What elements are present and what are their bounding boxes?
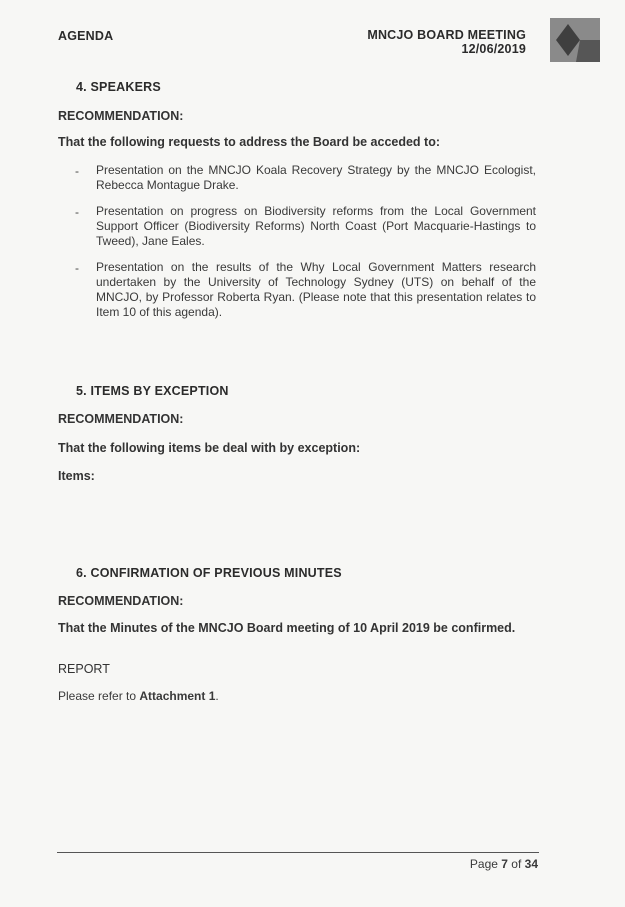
recommendation-label: RECOMMENDATION: bbox=[58, 109, 184, 123]
page-mid: of bbox=[507, 857, 525, 871]
refer-line bbox=[58, 689, 219, 703]
exception-intro: That the following items be deal with by exception: bbox=[58, 441, 361, 455]
minutes-text: That the Minutes of the MNCJO Board meeting of 10 April 2019 be confirmed. bbox=[58, 621, 516, 635]
bullet-dash: - bbox=[75, 164, 79, 178]
items-label: Items: bbox=[58, 469, 95, 483]
page-current: 7 bbox=[501, 857, 508, 871]
header-title: MNCJO BOARD MEETING bbox=[367, 28, 526, 42]
speakers-intro: That the following requests to address the Board be acceded to: bbox=[58, 135, 441, 149]
refer-prefix: Please refer to bbox=[58, 689, 140, 703]
page-prefix: Page bbox=[469, 857, 502, 871]
bullet-dash: - bbox=[75, 261, 79, 275]
recommendation-label: RECOMMENDATION: bbox=[58, 594, 184, 608]
header-agenda: AGENDA bbox=[58, 29, 114, 43]
recommendation-label: RECOMMENDATION: bbox=[58, 412, 184, 426]
attachment-link-text: Attachment 1 bbox=[139, 689, 216, 703]
speaker-item: Presentation on the results of the Why Local Government Matters research undertaken by the University of Technology Sydney (UTS) on behalf of the MNCJO, by Professor Roberta Ryan. (Please note that this presentation relates to Item 10 of this agenda). bbox=[96, 260, 536, 319]
bullet-dash: - bbox=[75, 205, 79, 219]
organisation-logo bbox=[550, 18, 600, 62]
speaker-item: Presentation on progress on Biodiversity reforms from the Local Government Support Officer (Biodiversity Reforms) North Coast (Port Macquarie-Hastings to Tweed), Jane Eales. bbox=[96, 204, 536, 248]
footer-rule bbox=[57, 852, 539, 853]
report-label: REPORT bbox=[58, 662, 110, 676]
page-total: 34 bbox=[524, 857, 538, 871]
header-date: 12/06/2019 bbox=[461, 42, 526, 56]
page-number bbox=[470, 857, 538, 871]
section-heading-minutes: 6. CONFIRMATION OF PREVIOUS MINUTES bbox=[76, 566, 342, 580]
section-heading-exception: 5. ITEMS BY EXCEPTION bbox=[76, 384, 229, 398]
section-heading-speakers: 4. SPEAKERS bbox=[76, 80, 161, 94]
refer-suffix: . bbox=[215, 689, 219, 703]
speaker-item: Presentation on the MNCJO Koala Recovery Strategy by the MNCJO Ecologist, Rebecca Montague Drake. bbox=[96, 163, 536, 192]
